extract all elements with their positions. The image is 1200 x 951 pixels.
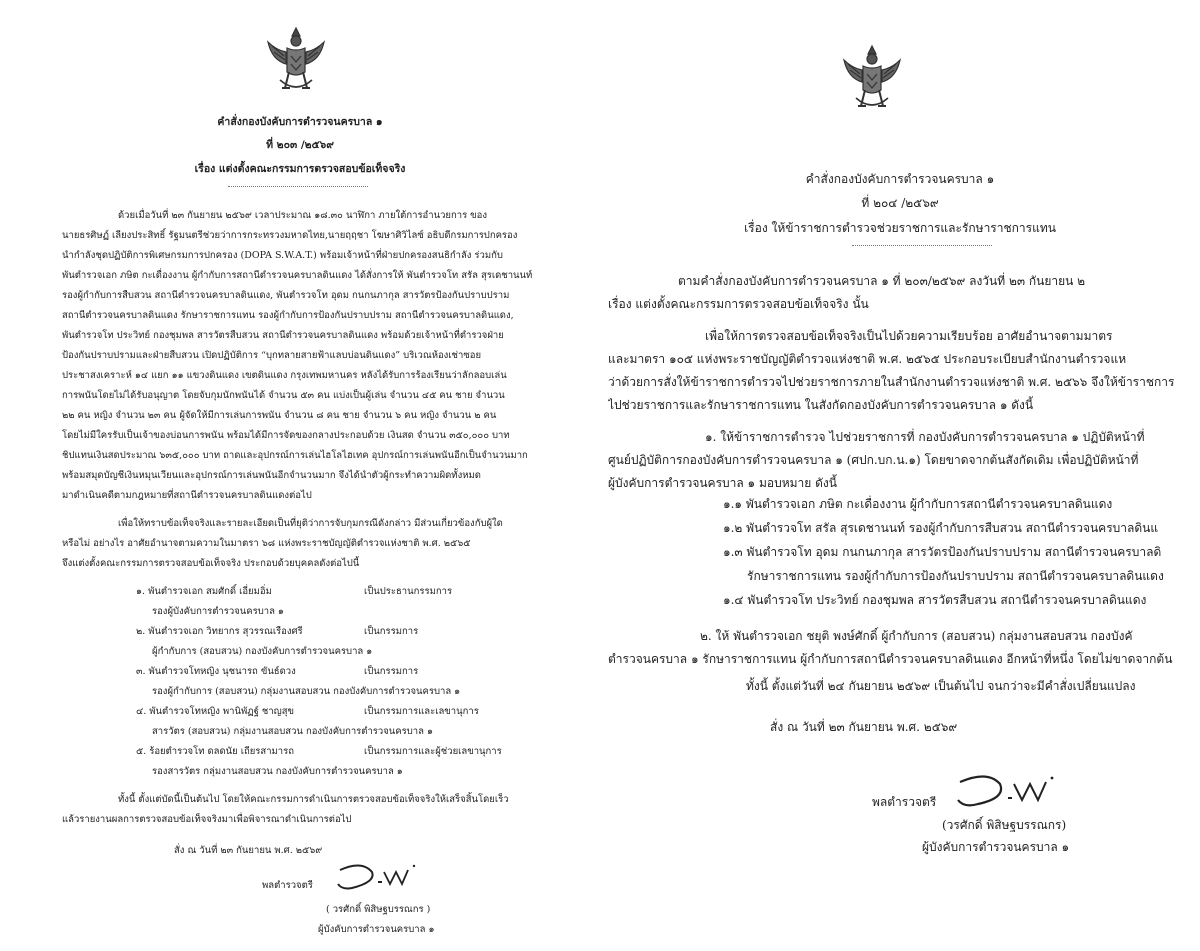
paragraph-line: พันตำรวจเอก ภษิต กะเดื่องงาน ผู้กำกับการสถานีตำรวจนครบาลดินแดง ได้สั่งการให้ พันตำรวจโท สรัล สุรเดชานนท์ [62, 270, 533, 281]
paragraph-line: นายธรศิษฏ์ เลียงประสิทธิ์ รัฐมนตรีช่วยว่าการกระทรวงมหาดไทย,นายฤฤชา โฆษาศิวิไลซ์ อธิบดีกรมการปกครอง [62, 230, 518, 241]
member-position: ผู้กำกับการ (สอบสวน) กองบังคับการตำรวจนครบาล ๑ [152, 646, 373, 657]
paragraph-line: ผู้บังคับการตำรวจนครบาล ๑ มอบหมาย ดังนี้ [608, 476, 837, 490]
paragraph-line: ประชาสงเคราะห์ ๑๔ แยก ๑๑ แขวงดินแดง เขตดินแดง กรุงเทพมหานคร หลังได้รับการร้องเรียนว่าลักลอบเล่น [62, 370, 507, 381]
order-heading: คำสั่งกองบังคับการตำรวจนครบาล ๑ [805, 172, 995, 186]
member-position: สารวัตร (สอบสวน) กลุ่มงานสอบสวน กองบังคับการตำรวจนครบาล ๑ [152, 726, 433, 737]
order-date: สั่ง ณ วันที่ ๒๓ กันยายน พ.ศ. ๒๕๖๙ [770, 720, 958, 734]
order-number: ที่ ๒๐๓ /๒๕๖๙ [266, 139, 334, 151]
paragraph-line: เพื่อให้การตรวจสอบข้อเท็จจริงเป็นไปด้วยความเรียบร้อย อาศัยอำนาจตามมาตร [705, 329, 1113, 343]
member-role: เป็นกรรมการ [364, 666, 419, 677]
paragraph-line: สถานีตำรวจนครบาลดินแดง รักษาราชการแทน รองผู้กำกับการป้องกันปราบปราม สถานีตำรวจนครบาลดินแดง, [62, 310, 514, 321]
list-item: ๑.๒ พันตำรวจโท สรัล สุรเดชานนท์ รองผู้กำกับการสืบสวน สถานีตำรวจนครบาลดินแ [723, 521, 1159, 535]
paragraph-line: ๒. ให้ พันตำรวจเอก ชยุติ พงษ์ศักดิ์ ผู้กำกับการ (สอบสวน) กลุ่มงานสอบสวน กองบังคั [700, 629, 1133, 643]
order-subject: เรื่อง แต่งตั้งคณะกรรมการตรวจสอบข้อเท็จจริง [194, 163, 406, 175]
paragraph-line: พันตำรวจโท ประวิทย์ กองชุมพล สารวัตรสืบสวน สถานีตำรวจนครบาลดินแดง พร้อมด้วยเจ้าหน้าที่ตำรวจฝ่าย [62, 330, 504, 341]
heading-divider [852, 245, 992, 246]
paragraph-line: ทั้งนี้ ตั้งแต่บัดนี้เป็นต้นไป โดยให้คณะกรรมการดำเนินการตรวจสอบข้อเท็จจริงให้เสร็จสิ้นโดยเร็ว [118, 794, 509, 805]
paragraph-line: ป้องกันปราบปรามและฝ่ายสืบสวน เปิดปฏิบัติการ “บุกทลายสายฟ้าแลบบ่อนดินแดง” บริเวณห้องเช่าซอย [62, 350, 482, 361]
order-number: ที่ ๒๐๔ /๒๕๖๙ [861, 196, 939, 210]
paragraph-line: แล้วรายงานผลการตรวจสอบข้อเท็จจริงมาเพื่อพิจารณาดำเนินการต่อไป [62, 814, 352, 825]
paragraph-line: เพื่อให้ทราบข้อเท็จจริงและรายละเอียดเป็นที่ยุติว่าการจับกุมกรณีดังกล่าว มีส่วนเกี่ยวข้องกับผู้ใด [118, 518, 503, 529]
handwritten-signature-icon [332, 858, 422, 894]
member-name: ๑. พันตำรวจเอก สมศักดิ์ เอี่ยมอิ่ม [136, 586, 272, 597]
member-name: ๓. พันตำรวจโทหญิง นุชนารถ ขันธ์ดวง [136, 666, 296, 677]
list-item: ๑.๑ พันตำรวจเอก ภษิต กะเดื่องงาน ผู้กำกับการสถานีตำรวจนครบาลดินแดง [723, 497, 1113, 511]
effective-date: ทั้งนี้ ตั้งแต่วันที่ ๒๔ กันยายน ๒๕๖๙ เป็นต้นไป จนกว่าจะมีคำสั่งเปลี่ยนแปลง [746, 679, 1136, 693]
order-date: สั่ง ณ วันที่ ๒๓ กันยายน พ.ศ. ๒๕๖๙ [174, 845, 323, 856]
member-name: ๒. พันตำรวจเอก วิทยากร สุวรรณเรืองศรี [136, 626, 303, 637]
paragraph-line: พร้อมสมุดบัญชีเงินหมุนเวียนและอุปกรณ์การเล่นพนันอีกจำนวนมาก จึงได้นำตัวผู้กระทำความผิดทั้งหมด [62, 470, 481, 481]
member-role: เป็นประธานกรรมการ [364, 586, 453, 597]
list-item: ๑.๔ พันตำรวจโท ประวิทย์ กองชุมพล สารวัตรสืบสวน สถานีตำรวจนครบาลดินแดง [723, 593, 1147, 607]
list-item: รักษาราชการแทน รองผู้กำกับการป้องกันปราบปราม สถานีตำรวจนครบาลดินแดง [747, 569, 1164, 583]
paragraph-line: รองผู้กำกับการสืบสวน สถานีตำรวจนครบาลดินแดง, พันตำรวจโท อุดม กนกนภากุล สารวัตรป้องกันปราบปราม [62, 290, 510, 301]
heading-divider [228, 186, 368, 187]
paragraph-line: โดยไม่มีใครรับเป็นเจ้าของบ่อนการพนัน พร้อมได้มีการจัดของกลางประกอบด้วย เงินสด จำนวน ๓๕๐,๐๐๐ บาท [62, 430, 510, 441]
paragraph-line: เรื่อง แต่งตั้งคณะกรรมการตรวจสอบข้อเท็จจริง นั้น [608, 297, 869, 311]
handwritten-signature-icon [952, 768, 1062, 812]
paragraph-line: นำกำลังชุดปฏิบัติการพิเศษกรมการปกครอง (DOPA S.W.A.T.) พร้อมเจ้าหน้าที่ฝ่ายปกครองสนธิกำลัง ร่วมกับ [62, 250, 503, 261]
signer-rank: พลตำรวจตรี [872, 795, 937, 809]
member-position: รองผู้กำกับการ (สอบสวน) กลุ่มงานสอบสวน กองบังคับการตำรวจนครบาล ๑ [152, 686, 461, 697]
paragraph-line: ตำรวจนครบาล ๑ รักษาราชการแทน ผู้กำกับการสถานีตำรวจนครบาลดินแดง อีกหน้าที่หนึ่ง โดยไม่ขาดจากต้น [608, 652, 1173, 666]
signer-title: ผู้บังคับการตำรวจนครบาล ๑ [318, 924, 435, 935]
order-heading: คำสั่งกองบังคับการตำรวจนครบาล ๑ [217, 116, 383, 128]
garuda-emblem-icon [262, 22, 330, 98]
paragraph-line: หรือไม่ อย่างไร อาศัยอำนาจตามความในมาตรา ๖๘ แห่งพระราชบัญญัติตำรวจแห่งชาติ พ.ศ. ๒๕๖๕ [62, 538, 471, 549]
member-role: เป็นกรรมการและเลขานุการ [364, 706, 479, 717]
signer-title: ผู้บังคับการตำรวจนครบาล ๑ [922, 840, 1070, 854]
paragraph-line: ด้วยเมื่อวันที่ ๒๓ กันยายน ๒๕๖๙ เวลาประมาณ ๑๘.๓๐ นาฬิกา ภายใต้การอำนวยการ ของ [118, 210, 488, 221]
signer-name: (วรศักดิ์ พิสิษฐบรรณกร) [942, 818, 1067, 832]
order-page-204 [600, 0, 1200, 951]
member-role: เป็นกรรมการ [364, 626, 419, 637]
paragraph-line: ชิปแทนเงินสดประมาณ ๖๓๕,๐๐๐ บาท ถาดและอุปกรณ์การเล่นไฮโลไฮเทค อุปกรณ์การเล่นพนันอีกเป็นจำนวนมาก [62, 450, 528, 461]
paragraph-line: ศูนย์ปฏิบัติการกองบังคับการตำรวจนครบาล ๑ (ศปก.บก.น.๑) โดยขาดจากต้นสังกัดเดิม เพื่อปฏิบัติหน้าที่ [608, 453, 1139, 467]
paragraph-line: มาดำเนินคดีตามกฎหมายที่สถานีตำรวจนครบาลดินแดงต่อไป [62, 490, 312, 501]
paragraph-line: ตามคำสั่งกองบังคับการตำรวจนครบาล ๑ ที่ ๒๐๓/๒๕๖๙ ลงวันที่ ๒๓ กันยายน ๒ [678, 274, 1086, 288]
paragraph-line: ว่าด้วยการสั่งให้ข้าราชการตำรวจไปช่วยราชการภายในสำนักงานตำรวจแห่งชาติ พ.ศ. ๒๕๖๖ จึงให้ข้าราชการ [608, 375, 1175, 389]
member-position: รองสารวัตร กลุ่มงานสอบสวน กองบังคับการตำรวจนครบาล ๑ [152, 766, 403, 777]
list-item: ๑.๓ พันตำรวจโท อุดม กนกนภากุล สารวัตรป้องกันปราบปราม สถานีตำรวจนครบาลดิ [723, 545, 1162, 559]
order-subject: เรื่อง ให้ข้าราชการตำรวจช่วยราชการและรักษาราชการแทน [744, 221, 1056, 235]
paragraph-line: ไปช่วยราชการและรักษาราชการแทน ในสังกัดกองบังคับการตำรวจนครบาล ๑ ดังนี้ [608, 398, 1034, 412]
paragraph-line: ๑. ให้ข้าราชการตำรวจ ไปช่วยราชการที่ กองบังคับการตำรวจนครบาล ๑ ปฏิบัติหน้าที่ [705, 430, 1145, 444]
paragraph-line: การพนันโดยไม่ได้รับอนุญาต โดยจับกุมนักพนันได้ จำนวน ๕๓ คน แบ่งเป็นผู้เล่น จำนวน ๔๕ คน ชาย จำนวน [62, 390, 505, 401]
paragraph-line: และมาตรา ๑๐๕ แห่งพระราชบัญญัติตำรวจแห่งชาติ พ.ศ. ๒๕๖๕ ประกอบระเบียบสำนักงานตำรวจแห [608, 352, 1127, 366]
paragraph-line: จึงแต่งตั้งคณะกรรมการตรวจสอบข้อเท็จจริง ประกอบด้วยบุคคลดังต่อไปนี้ [62, 558, 360, 569]
paragraph-line: ๒๒ คน หญิง จำนวน ๒๓ คน ผู้จัดให้มีการเล่นการพนัน จำนวน ๘ คน ชาย จำนวน ๖ คน หญิง จำนวน ๒ คน [62, 410, 497, 421]
garuda-emblem-icon [838, 40, 906, 116]
member-role: เป็นกรรมการและผู้ช่วยเลขานุการ [364, 746, 502, 757]
signer-name: ( วรศักดิ์ พิสิษฐบรรณกร ) [326, 904, 431, 915]
member-position: รองผู้บังคับการตำรวจนครบาล ๑ [152, 606, 284, 617]
member-name: ๔. พันตำรวจโทหญิง พานิพัฏฐ์ ชาญสุข [136, 706, 295, 717]
member-name: ๕. ร้อยตำรวจโท ดลดนัย เถียรสามารถ [136, 746, 294, 757]
signer-rank: พลตำรวจตรี [262, 880, 313, 891]
